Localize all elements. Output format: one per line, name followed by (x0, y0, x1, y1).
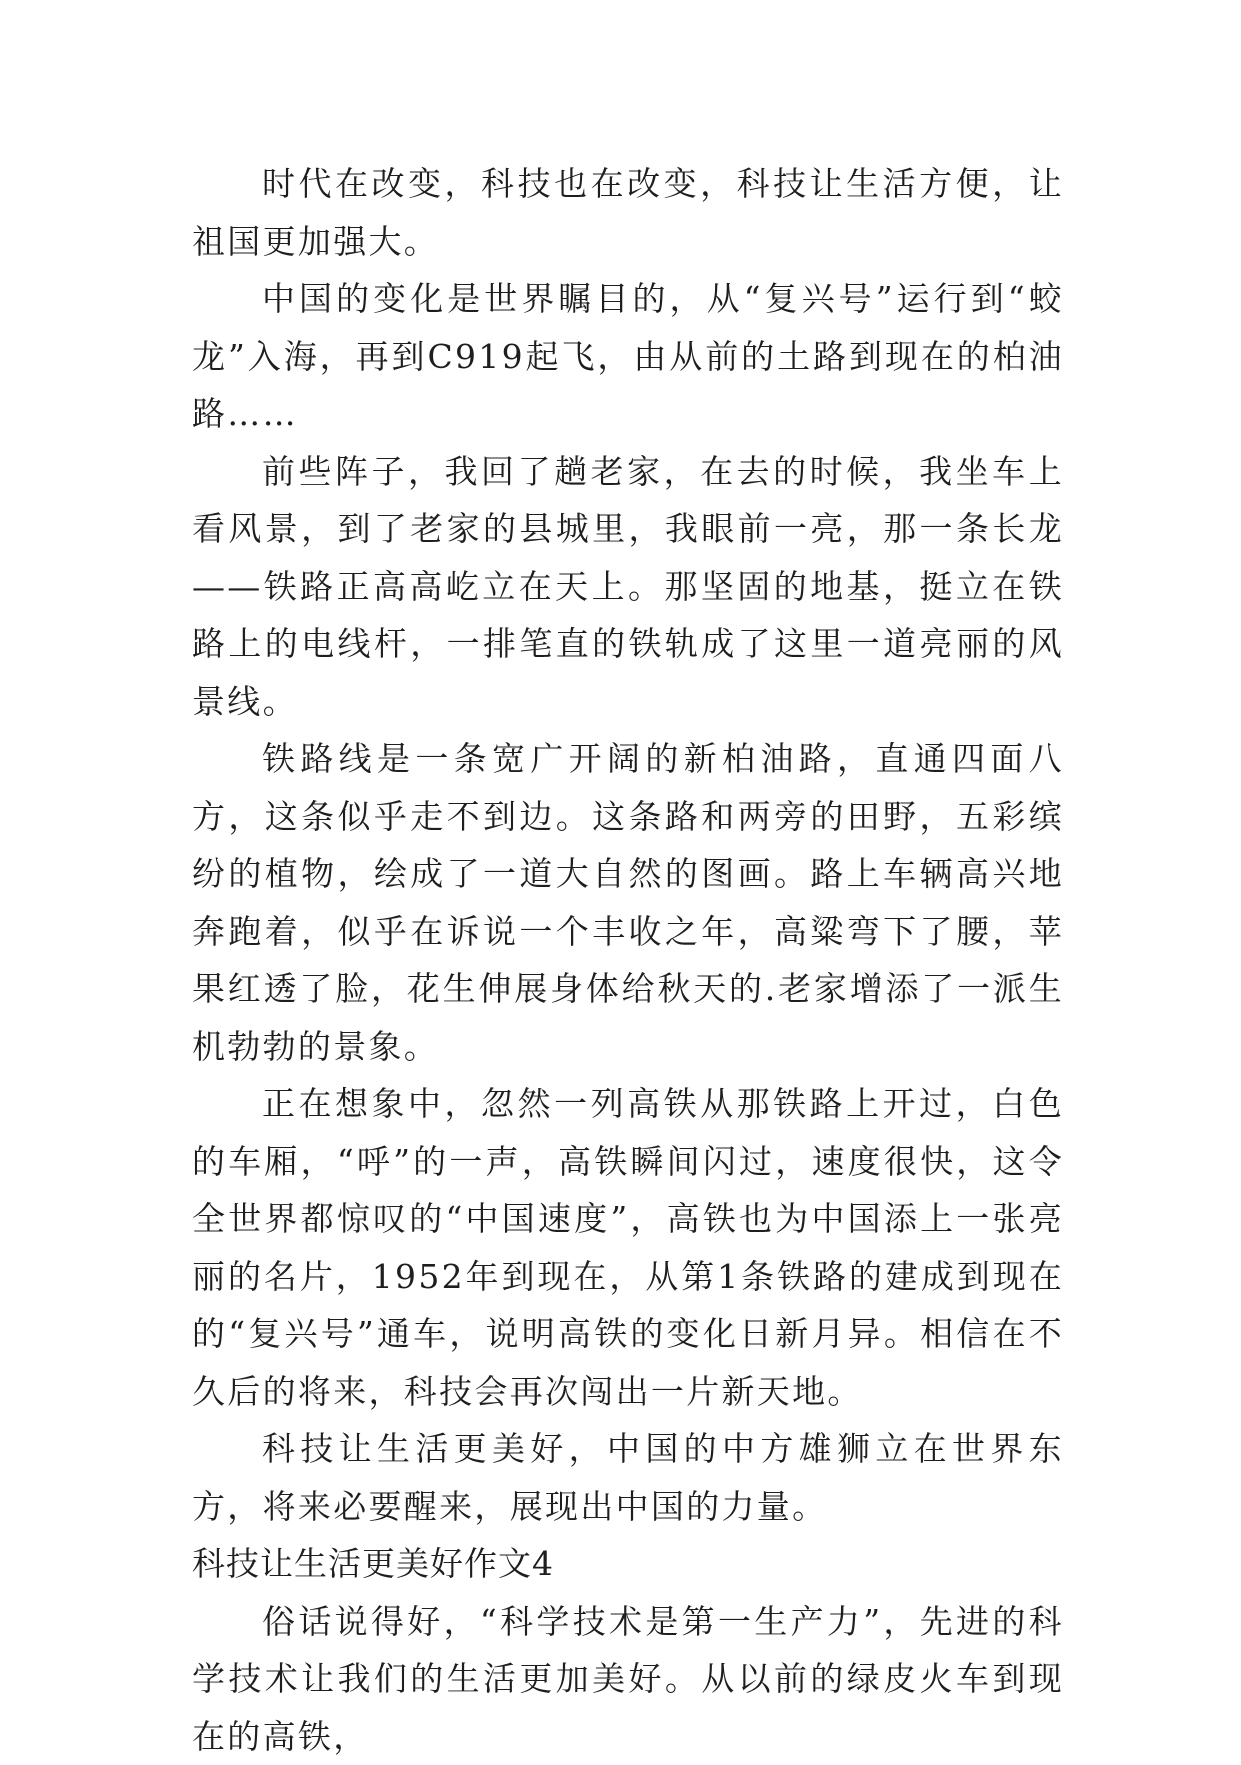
paragraph: 俗话说得好，“科学技术是第一生产力”，先进的科学技术让我们的生活更加美好。从以前的绿皮火车到现在的高铁， (192, 1593, 1064, 1765)
paragraph: 时代在改变，科技也在改变，科技让生活方便，让祖国更加强大。 (192, 155, 1064, 270)
paragraph: 正在想象中，忽然一列高铁从那铁路上开过，白色的车厢，“呼”的一声，高铁瞬间闪过，速度很快，这令全世界都惊叹的“中国速度”，高铁也为中国添上一张亮丽的名片，1952年到现在，从第1条铁路的建成到现在的“复兴号”通车，说明高铁的变化日新月异。相信在不久后的将来，科技会再次闯出一片新天地。 (192, 1075, 1064, 1420)
paragraph: 前些阵子，我回了趟老家，在去的时候，我坐车上看风景，到了老家的县城里，我眼前一亮，那一条长龙——铁路正高高屹立在天上。那坚固的地基，挺立在铁路上的电线杆，一排笔直的铁轨成了这里一道亮丽的风景线。 (192, 443, 1064, 731)
paragraph: 科技让生活更美好，中国的中方雄狮立在世界东方，将来必要醒来，展现出中国的力量。 (192, 1420, 1064, 1535)
paragraph: 中国的变化是世界瞩目的，从“复兴号”运行到“蛟龙”入海，再到C919起飞，由从前的土路到现在的柏油路…… (192, 270, 1064, 443)
document-page (192, 155, 1064, 1765)
section-heading: 科技让生活更美好作文4 (192, 1535, 1064, 1593)
paragraph: 铁路线是一条宽广开阔的新柏油路，直通四面八方，这条似乎走不到边。这条路和两旁的田野，五彩缤纷的植物，绘成了一道大自然的图画。路上车辆高兴地奔跑着，似乎在诉说一个丰收之年，高粱弯下了腰，苹果红透了脸，花生伸展身体给秋天的.老家增添了一派生机勃勃的景象。 (192, 730, 1064, 1075)
